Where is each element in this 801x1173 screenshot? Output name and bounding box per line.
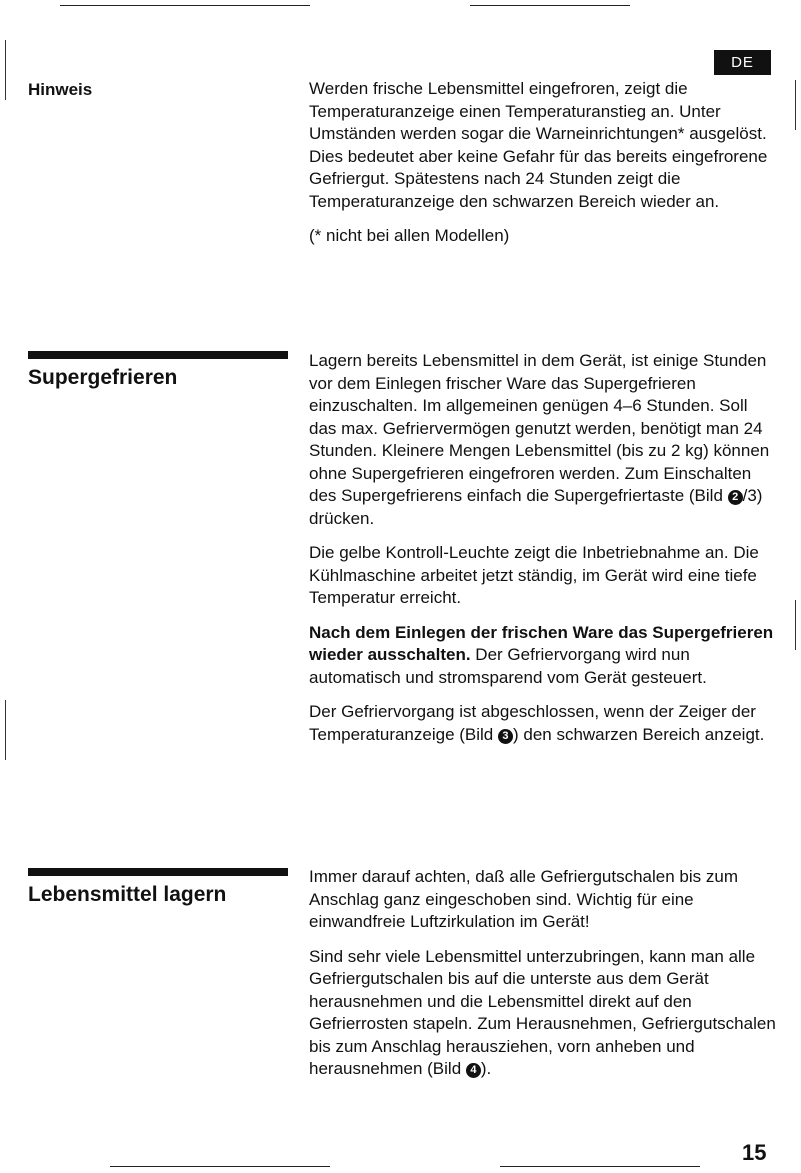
paragraph-text: Der Gefriervorgang ist abgeschlossen, wenn der Zeiger der Temperaturanzeige (Bild [309,702,756,744]
lagern-paragraph-1: Immer darauf achten, daß alle Gefriergutschalen bis zum Anschlag ganz eingeschoben sind. Wichtig für eine einwandfreie Luftzirkulation im Gerät! [309,867,738,931]
supergefrieren-paragraph-4 [309,701,779,746]
supergefrieren-heading: Supergefrieren [28,366,178,389]
supergefrieren-body [309,350,779,758]
paragraph-text: ). [480,1059,492,1078]
scan-edge-mark [795,600,796,650]
supergefrieren-paragraph-3 [309,622,779,690]
hinweis-footnote: (* nicht bei allen Modellen) [309,226,510,245]
figure-number-badge: 2 [728,490,743,505]
scan-line-bottom [110,1166,330,1167]
section-rule [28,868,288,876]
supergefrieren-paragraph-1 [309,350,779,530]
scan-edge-mark [5,40,6,100]
supergefrieren-paragraph-2: Die gelbe Kontroll-Leuchte zeigt die Inbetriebnahme an. Die Kühlmaschine arbeitet jetzt ständig, im Gerät wird eine tiefe Temperatur erreicht. [309,543,759,607]
bold-instruction: Nach dem Einlegen der frischen Ware das Supergefrieren wieder ausschalten. [309,622,774,664]
lagern-heading-block [28,868,288,908]
scan-line-top [60,5,310,6]
paragraph-text: /3) drücken. [309,486,763,528]
scan-line-top-right [470,5,630,6]
paragraph-text: Lagern bereits Lebensmittel in dem Gerät, ist einige Stunden vor dem Einlegen frischer Ware das Supergefrieren einzuschalten. Im allgemeinen genügen 4–6 Stunden. Soll das max. Gefriervermögen genutzt werden, benötigt man 24 Stunden. Kleinere Mengen Lebensmittel (bis zu 2 kg) können ohne Supergefrieren eingefroren werden. Zum Einschalten des Supergefrierens einfach die Supergefriertaste (Bild [309,351,770,505]
hinweis-body [309,78,779,260]
paragraph-text: ) den schwarzen Bereich anzeigt. [512,724,765,744]
language-badge: DE [714,50,771,75]
lagern-heading: Lebensmittel lagern [28,883,227,906]
page-number: 15 [742,1140,767,1165]
lagern-body [309,866,779,1093]
section-rule [28,351,288,359]
supergefrieren-heading-block [28,351,288,391]
scan-edge-mark [795,80,796,130]
lagern-paragraph-2 [309,946,779,1081]
paragraph-text: Der Gefriervorgang wird nun automatisch und stromsparend vom Gerät gesteuert. [309,645,707,687]
scan-edge-mark [5,700,6,760]
scan-line-bottom-right [500,1166,700,1167]
hinweis-paragraph: Werden frische Lebensmittel eingefroren, zeigt die Temperaturanzeige einen Temperaturanstieg an. Unter Umständen werden sogar die Warneinrichtungen* ausgelöst. Dies bedeutet aber keine Gefahr für das bereits eingefrorene Gefriergut. Spätestens nach 24 Stunden zeigt die Temperaturanzeige den schwarzen Bereich wieder an. [309,79,768,211]
hinweis-heading-block [28,80,288,100]
figure-number-badge: 4 [466,1063,481,1078]
figure-number-badge: 3 [498,729,513,744]
hinweis-heading: Hinweis [28,80,93,99]
paragraph-text: Sind sehr viele Lebensmittel unterzubringen, kann man alle Gefriergutschalen bis auf die unterste aus dem Gerät herausnehmen und die Lebensmittel direkt auf den Gefrierrosten stapeln. Zum Herausnehmen, Gefriergutschalen bis zum Anschlag herausziehen, vorn anheben und herausnehmen (Bild [309,946,776,1078]
